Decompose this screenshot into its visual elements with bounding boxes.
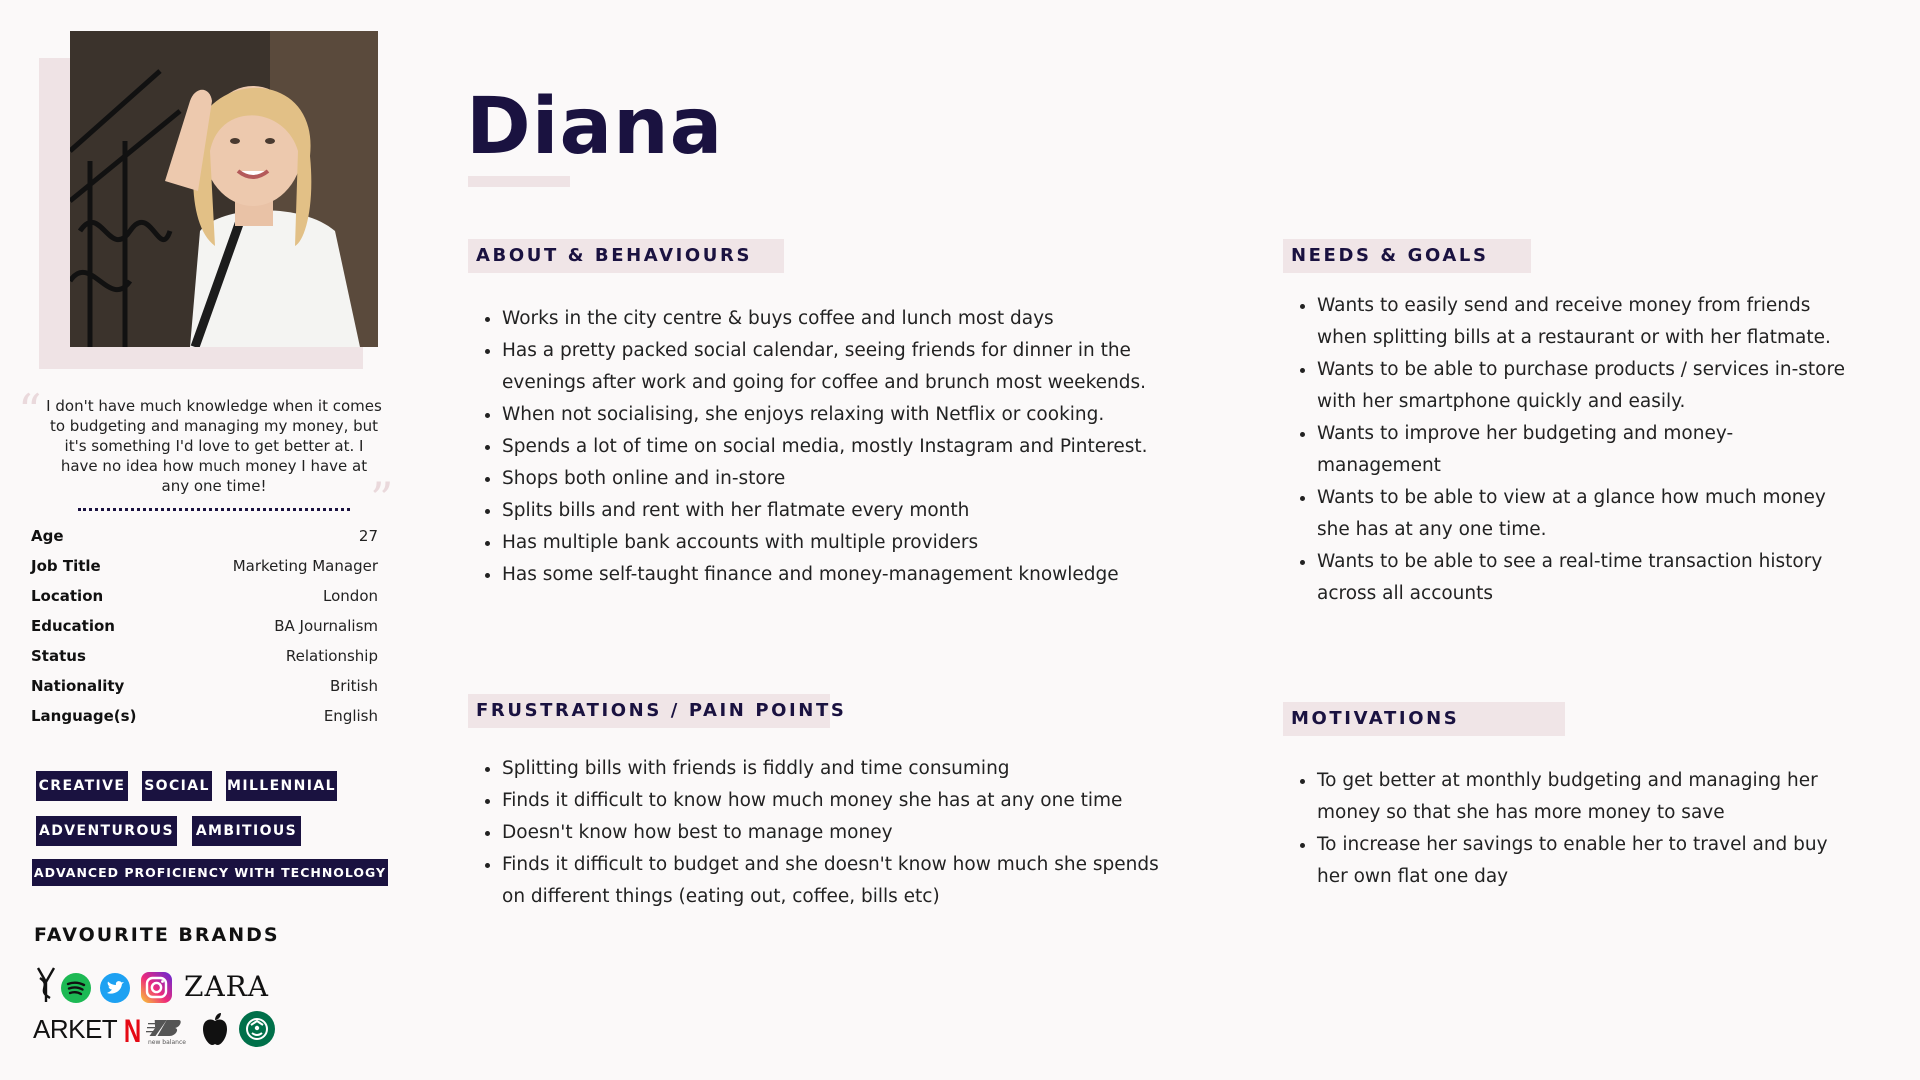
list-item: • To increase her savings to enable her to travel and buy her own flat one day xyxy=(1317,829,1857,893)
list-item: • Wants to be able to see a real-time transaction history across all accounts xyxy=(1317,546,1857,610)
section-header-about: ABOUT & BEHAVIOURS xyxy=(468,239,784,273)
name-underline xyxy=(468,176,570,187)
section-header-frustrations: FRUSTRATIONS / PAIN POINTS xyxy=(468,694,830,728)
list-item: • Splitting bills with friends is fiddly and time consuming xyxy=(502,753,1182,785)
detail-value: English xyxy=(323,707,378,725)
motivations-list xyxy=(1283,765,1857,893)
ysl-logo-icon xyxy=(34,964,58,1010)
detail-row-nationality xyxy=(31,675,378,705)
detail-value: British xyxy=(330,677,378,695)
list-item: • Shops both online and in-store xyxy=(502,463,1182,495)
list-item: • Doesn't know how best to manage money xyxy=(502,817,1182,849)
spotify-icon xyxy=(60,972,92,1008)
detail-value: London xyxy=(323,587,378,605)
detail-row-job-title xyxy=(31,555,378,585)
arket-logo: ARKET xyxy=(33,1014,118,1044)
detail-row-age xyxy=(31,525,378,555)
section-header-needs: NEEDS & GOALS xyxy=(1283,239,1531,273)
twitter-icon xyxy=(99,972,131,1008)
list-item: • To get better at monthly budgeting and managing her money so that she has more money to save xyxy=(1317,765,1857,829)
needs-list xyxy=(1283,290,1857,610)
quote-divider xyxy=(78,508,350,511)
trait-tag-adventurous: ADVENTUROUS xyxy=(36,816,177,846)
trait-tag-creative: CREATIVE xyxy=(36,771,128,801)
detail-label: Location xyxy=(31,587,104,605)
detail-label: Nationality xyxy=(31,677,125,695)
detail-label: Education xyxy=(31,617,115,635)
list-item: • When not socialising, she enjoys relaxing with Netflix or cooking. xyxy=(502,399,1182,431)
favourite-brands-title: FAVOURITE BRANDS xyxy=(34,924,280,946)
starbucks-icon xyxy=(238,1010,276,1052)
persona-details xyxy=(31,525,378,735)
detail-value: BA Journalism xyxy=(274,617,378,635)
netflix-icon: N xyxy=(123,1013,142,1049)
new-balance-icon xyxy=(146,1016,192,1050)
trait-tag-millennial: MILLENNIAL xyxy=(226,771,337,801)
detail-row-status xyxy=(31,645,378,675)
persona-name: Diana xyxy=(466,82,724,172)
detail-label: Age xyxy=(31,527,64,545)
list-item: • Wants to easily send and receive money from friends when splitting bills at a restaurant or with her flatmate. xyxy=(1317,290,1857,354)
detail-row-education xyxy=(31,615,378,645)
list-item: • Finds it difficult to know how much money she has at any one time xyxy=(502,785,1182,817)
zara-logo: ZARA xyxy=(184,970,269,1003)
detail-label: Job Title xyxy=(31,557,101,575)
detail-label: Language(s) xyxy=(31,707,137,725)
frustrations-list xyxy=(468,753,1182,913)
section-header-motivations: MOTIVATIONS xyxy=(1283,702,1565,736)
trait-tag-tech-proficiency: ADVANCED PROFICIENCY WITH TECHNOLOGY xyxy=(32,859,388,886)
list-item: • Wants to be able to view at a glance how much money she has at any one time. xyxy=(1317,482,1857,546)
list-item: • Has a pretty packed social calendar, seeing friends for dinner in the evenings after work and going for coffee and brunch most weekends. xyxy=(502,335,1182,399)
persona-quote: I don't have much knowledge when it comes to budgeting and managing my money, but it's something I'd love to get better at. I have no idea how much money I have at any one time! xyxy=(46,397,382,495)
trait-tag-ambitious: AMBITIOUS xyxy=(192,816,301,846)
quote-open-icon: “ xyxy=(18,384,42,438)
detail-label: Status xyxy=(31,647,86,665)
list-item: • Splits bills and rent with her flatmate every month xyxy=(502,495,1182,527)
list-item: • Wants to improve her budgeting and money-management xyxy=(1317,418,1857,482)
detail-value: Marketing Manager xyxy=(232,557,378,575)
list-item: • Has some self-taught finance and money-management knowledge xyxy=(502,559,1182,591)
trait-tag-social: SOCIAL xyxy=(142,771,212,801)
list-item: • Finds it difficult to budget and she doesn't know how much she spends on different things (eating out, coffee, bills etc) xyxy=(502,849,1182,913)
instagram-icon xyxy=(140,971,173,1008)
detail-row-languages xyxy=(31,705,378,735)
list-item: • Has multiple bank accounts with multiple providers xyxy=(502,527,1182,559)
persona-photo-illustration xyxy=(70,31,378,347)
list-item: • Spends a lot of time on social media, mostly Instagram and Pinterest. xyxy=(502,431,1182,463)
list-item: • Works in the city centre & buys coffee and lunch most days xyxy=(502,303,1182,335)
detail-row-location xyxy=(31,585,378,615)
persona-photo xyxy=(70,31,378,347)
detail-value: Relationship xyxy=(285,647,378,665)
detail-value: 27 xyxy=(358,527,378,545)
about-list xyxy=(468,303,1182,591)
quote-close-icon: ” xyxy=(370,472,394,526)
new-balance-text: new balance xyxy=(148,1039,186,1046)
list-item: • Wants to be able to purchase products / services in-store with her smartphone quickly and easily. xyxy=(1317,354,1857,418)
apple-icon xyxy=(200,1011,230,1051)
